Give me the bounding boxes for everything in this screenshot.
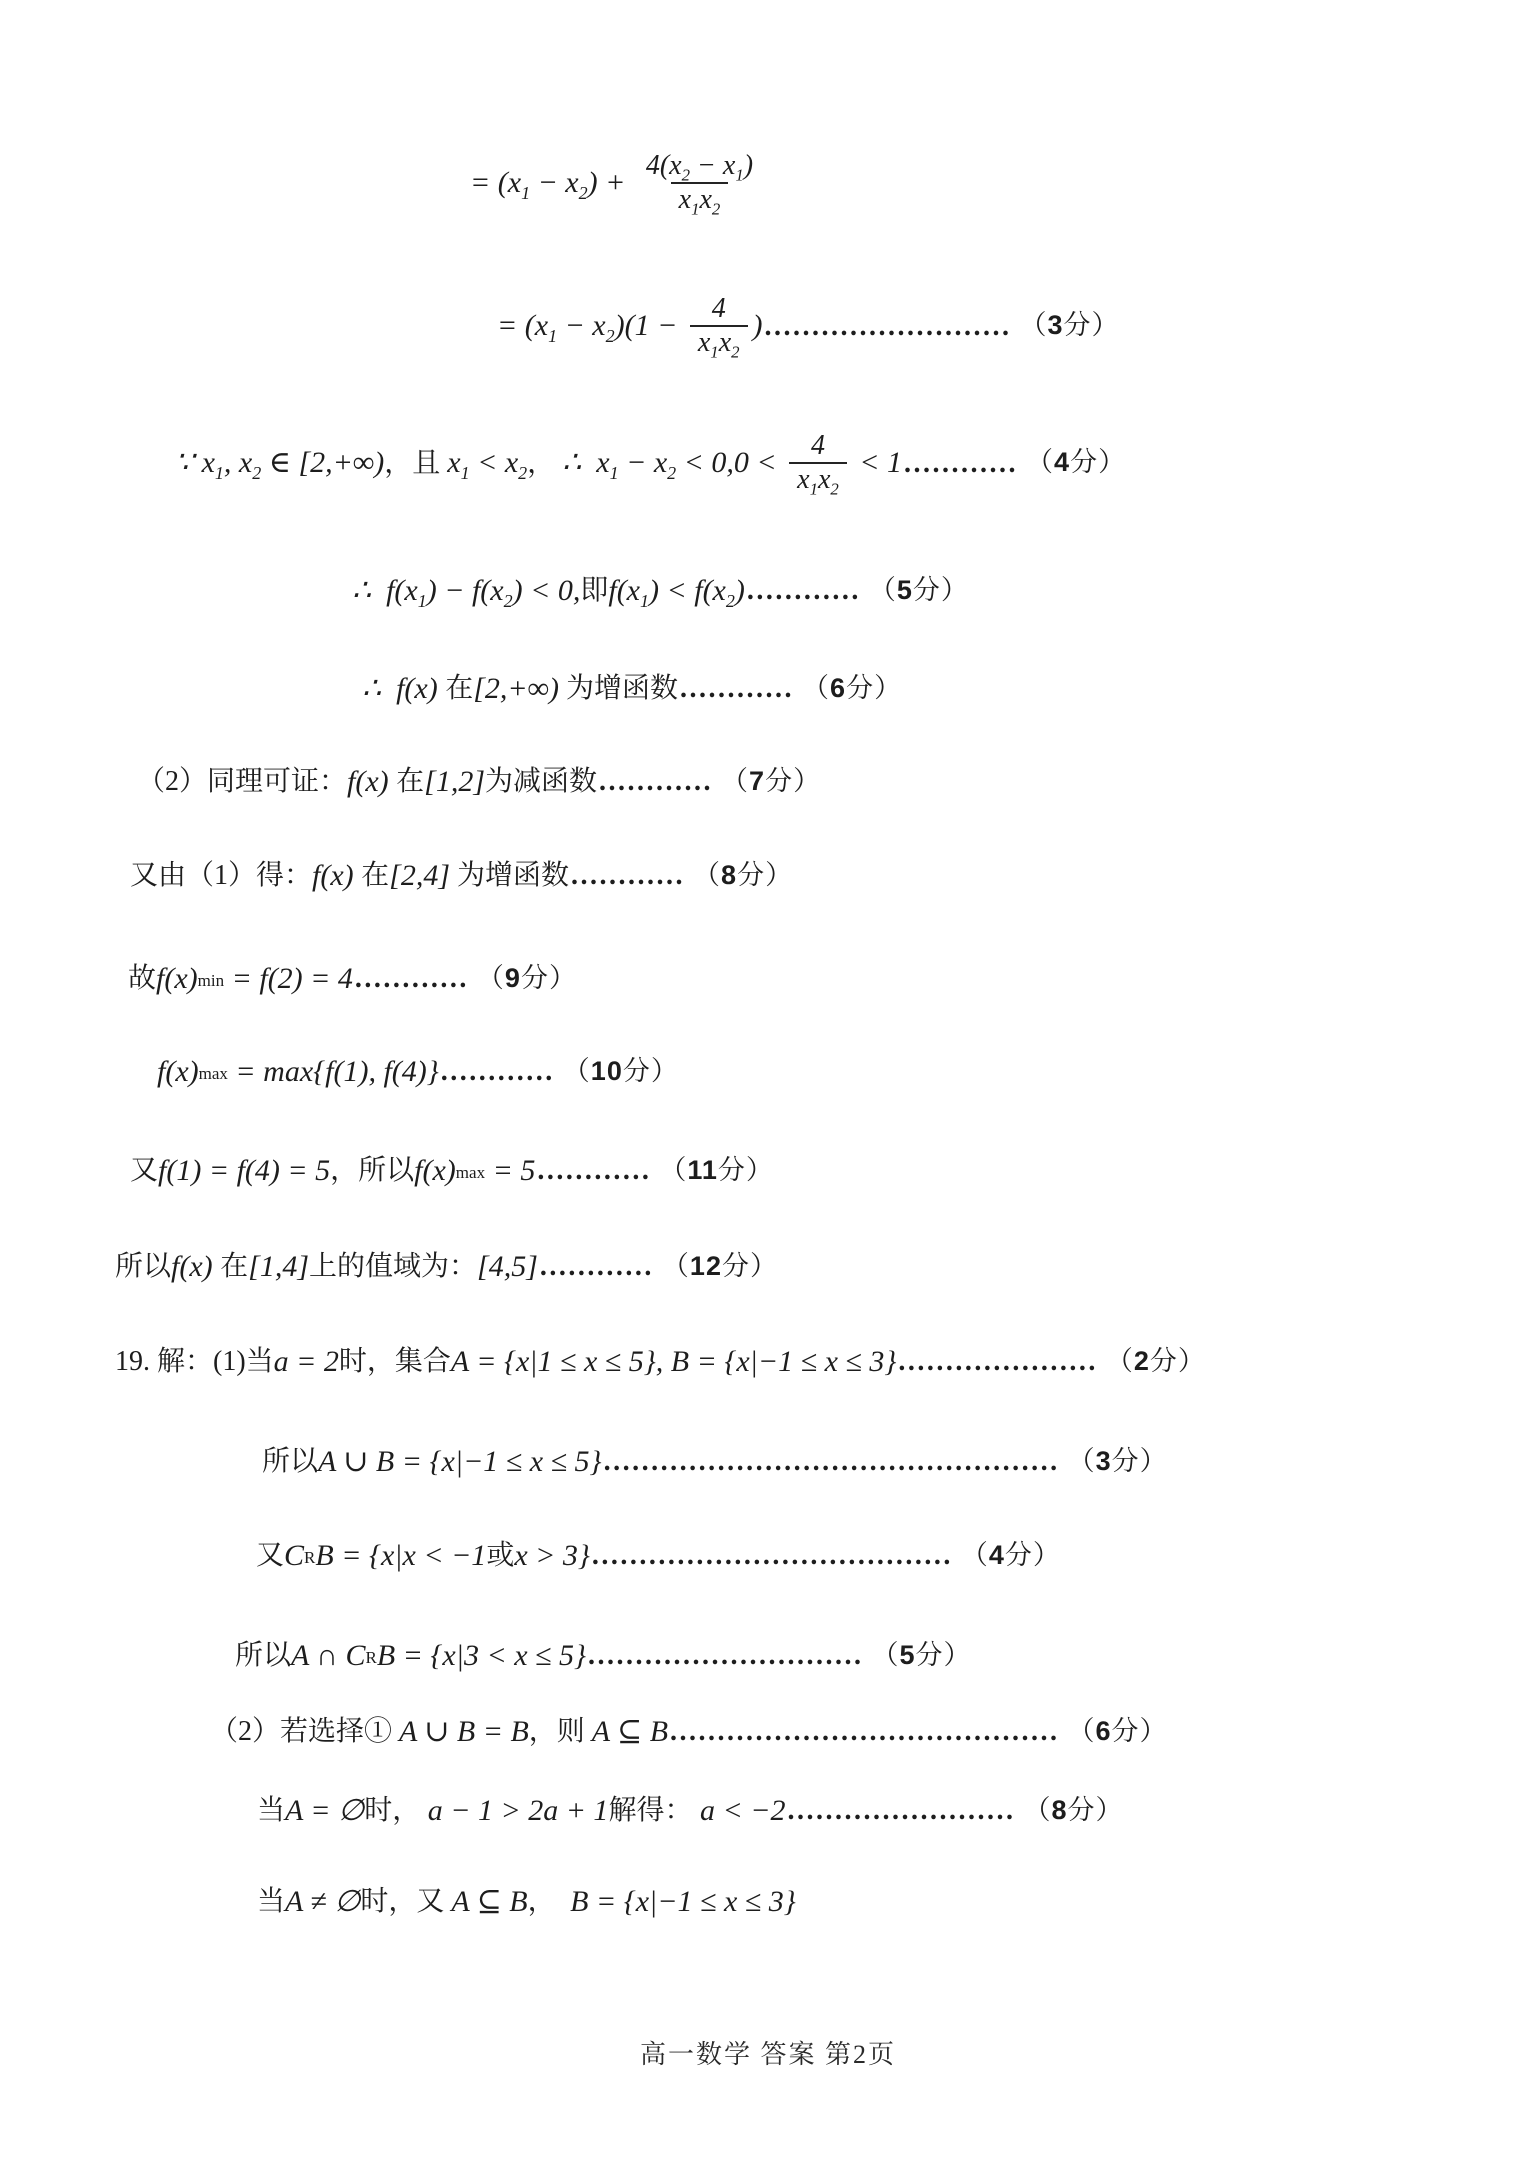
math-text: f(x): [347, 765, 397, 798]
math-text: A = ∅: [285, 1794, 365, 1827]
cjk-text: 即: [580, 575, 609, 607]
dot-leader: .............................: [587, 1640, 864, 1672]
solution-line-min: 故 f(x) min = f(2) = 4 ............ （9分）: [128, 960, 577, 998]
cjk-text: ，: [527, 1886, 563, 1918]
cjk-text: （2）若选择①: [210, 1716, 393, 1748]
cjk-text: 在: [361, 860, 390, 892]
math-text: ∵ $x_1$, $x_2$ ∈ [2,+∞): [175, 446, 385, 484]
solution-line-part2-choice: [210, 1713, 1168, 1751]
solution-line-from-part1: [130, 857, 793, 895]
math-text: ∴ $f(x_1) - f(x_2) < 0$,: [352, 574, 581, 611]
solution-line-intersection: 所以 A ∩ C R B = {x|3 < x ≤ 5} ............................. （5分）: [235, 1637, 972, 1675]
dot-leader: ......................................: [591, 1540, 953, 1572]
cjk-text: 当: [257, 1886, 286, 1918]
solution-line-eq-expand: [470, 150, 766, 219]
cjk-text: 故: [128, 963, 157, 995]
math-text: a < −2: [692, 1794, 786, 1827]
math-text: [1,4]: [248, 1250, 310, 1283]
math-text: A = {x|1 ≤ x ≤ 5}, B = {x|−1 ≤ x ≤ 3}: [450, 1345, 897, 1378]
math-text: ): [752, 309, 763, 343]
solution-line-max-value: 又 f(1) = f(4) = 5 ，所以 f(x) max = 5 ............ （11分）: [130, 1152, 774, 1190]
cjk-text: 为增函数: [559, 673, 679, 705]
math-text: A ⊆ B: [444, 1885, 528, 1918]
math-text: ∴ $x_1 - x_2 < 0,0$ <: [562, 446, 785, 484]
math-text: = $(x_1 - x_2)$ +: [470, 166, 633, 204]
math-text: B = {x|3 < x ≤ 5}: [376, 1639, 586, 1672]
math-text: < 1: [851, 446, 903, 480]
fraction: $\frac{4}{x_1x_2}$: [789, 430, 847, 496]
dot-leader: ............: [539, 1251, 654, 1283]
math-text: [4,5]: [477, 1250, 538, 1283]
cjk-text: 19. 解：(1)当: [115, 1346, 274, 1378]
math-text: f(x): [156, 962, 198, 995]
cjk-text: 为减函数: [485, 766, 598, 798]
score-badge: （9分）: [476, 962, 577, 993]
fraction: $\frac{4}{x_1x_2}$: [690, 293, 748, 359]
cjk-text: ，且: [384, 447, 448, 479]
score-badge: （4分）: [1026, 447, 1127, 478]
cjk-text: 所以: [235, 1640, 292, 1672]
solution-line-eq-factored: [497, 293, 1120, 362]
cjk-text: 时，: [364, 1795, 421, 1827]
dot-leader: .........................................: [670, 1716, 1060, 1748]
math-text: = 5: [485, 1154, 536, 1187]
cjk-text: 或: [486, 1540, 515, 1572]
math-text: B = {x|−1 ≤ x ≤ 3}: [562, 1885, 796, 1918]
math-text: f(1) = f(4) = 5: [158, 1154, 331, 1187]
dot-leader: ............: [537, 1155, 652, 1187]
math-text: A ⊆ B: [584, 1715, 669, 1748]
dot-leader: .....................: [898, 1346, 1098, 1378]
score-badge: （4分）: [960, 1539, 1061, 1570]
math-text: f(x): [414, 1154, 456, 1187]
cjk-text: 时，集合: [338, 1346, 451, 1378]
math-text: $f(x_1) < f(x_2)$: [608, 574, 745, 611]
cjk-text: 上的值域为：: [309, 1251, 478, 1283]
cjk-text: ，所以: [330, 1155, 415, 1187]
math-text: [1,2]: [424, 765, 486, 798]
math-text: A ∪ B = B: [392, 1715, 529, 1748]
score-badge: （5分）: [871, 1639, 972, 1670]
solution-line-range: [115, 1248, 778, 1286]
math-text: = $(x_1 - x_2)(1$ −: [497, 309, 685, 347]
math-text: A ∪ B = {x|−1 ≤ x ≤ 5}: [318, 1445, 602, 1478]
cjk-text: 解得：: [608, 1795, 693, 1827]
math-text: f(x): [157, 1055, 199, 1088]
math-text: = max{f(1), f(4)}: [227, 1055, 439, 1088]
score-badge: （11分）: [659, 1154, 774, 1185]
score-badge: （3分）: [1067, 1445, 1168, 1476]
score-badge: （10分）: [562, 1055, 679, 1086]
dot-leader: ............: [904, 447, 1019, 479]
solution-line-empty-case: [257, 1792, 1123, 1830]
dot-leader: ..........................: [764, 310, 1012, 342]
math-text: [2,4]: [389, 859, 451, 892]
score-badge: （7分）: [721, 765, 822, 796]
score-badge: （2分）: [1105, 1345, 1206, 1376]
math-text: a = 2: [273, 1345, 339, 1378]
dot-leader: ............: [354, 963, 469, 995]
math-text: C: [284, 1539, 305, 1572]
math-text: ∴ f(x): [362, 672, 446, 705]
score-badge: （6分）: [1067, 1715, 1168, 1746]
solution-line-union: [262, 1443, 1168, 1481]
solution-line-part2-decreasing: [137, 763, 821, 801]
math-text: f(x): [171, 1250, 221, 1283]
math-text: A ∩ C: [291, 1639, 366, 1672]
cjk-text: ，则: [528, 1716, 585, 1748]
dot-leader: ............: [599, 766, 714, 798]
cjk-text: 所以: [262, 1446, 319, 1478]
cjk-text: 当: [257, 1795, 286, 1827]
score-badge: （3分）: [1019, 310, 1120, 341]
math-text: A ≠ ∅: [285, 1885, 361, 1918]
dot-leader: ............: [680, 673, 795, 705]
dot-leader: ............: [571, 860, 686, 892]
solution-line-max: f(x) max = max{f(1), f(4)} ............ （10分）: [157, 1053, 679, 1091]
cjk-text: 又: [256, 1540, 285, 1572]
score-badge: （8分）: [1023, 1794, 1124, 1825]
score-badge: （8分）: [693, 859, 794, 890]
math-text: B = {x|x < −1: [315, 1539, 487, 1572]
math-text: a − 1 > 2a + 1: [420, 1794, 609, 1827]
dot-leader: ........................: [787, 1795, 1016, 1827]
cjk-text: 又: [130, 1155, 159, 1187]
solution-line-since: [175, 430, 1127, 499]
cjk-text: ，: [527, 447, 563, 479]
solution-line-complement: 又 C R B = {x|x < −1 或 x > 3} ...................................... （4分）: [256, 1537, 1061, 1575]
solution-line-therefore-lt: [352, 572, 969, 610]
solution-line-increasing: [362, 670, 902, 708]
math-text: = f(2) = 4: [224, 962, 353, 995]
math-text: [2,+∞): [473, 672, 560, 705]
cjk-text: 又由（1）得：: [130, 860, 313, 892]
fraction: $\frac{4(x_2 - x_1)}{x_1x_2}$: [645, 150, 754, 219]
score-badge: （6分）: [802, 672, 903, 703]
cjk-text: 在: [220, 1251, 249, 1283]
cjk-text: 在: [445, 673, 474, 705]
math-text: x > 3}: [514, 1539, 590, 1572]
solution-line-q19-sets: [115, 1343, 1206, 1381]
dot-leader: ................................................: [603, 1446, 1060, 1478]
math-text: $x_1 < x_2$: [447, 446, 528, 484]
cjk-text: （2）同理可证：: [137, 766, 348, 798]
dot-leader: ............: [440, 1056, 555, 1088]
cjk-text: 时，又: [360, 1886, 445, 1918]
page-footer: 高一数学 答案 第2页: [639, 2040, 896, 2069]
math-text: f(x): [312, 859, 362, 892]
cjk-text: 为增函数: [450, 860, 570, 892]
cjk-text: 所以: [115, 1251, 172, 1283]
dot-leader: ............: [746, 575, 861, 607]
solution-line-nonempty-case: [257, 1883, 796, 1921]
score-badge: （5分）: [868, 574, 969, 605]
cjk-text: 在: [396, 766, 425, 798]
score-badge: （12分）: [661, 1250, 778, 1281]
